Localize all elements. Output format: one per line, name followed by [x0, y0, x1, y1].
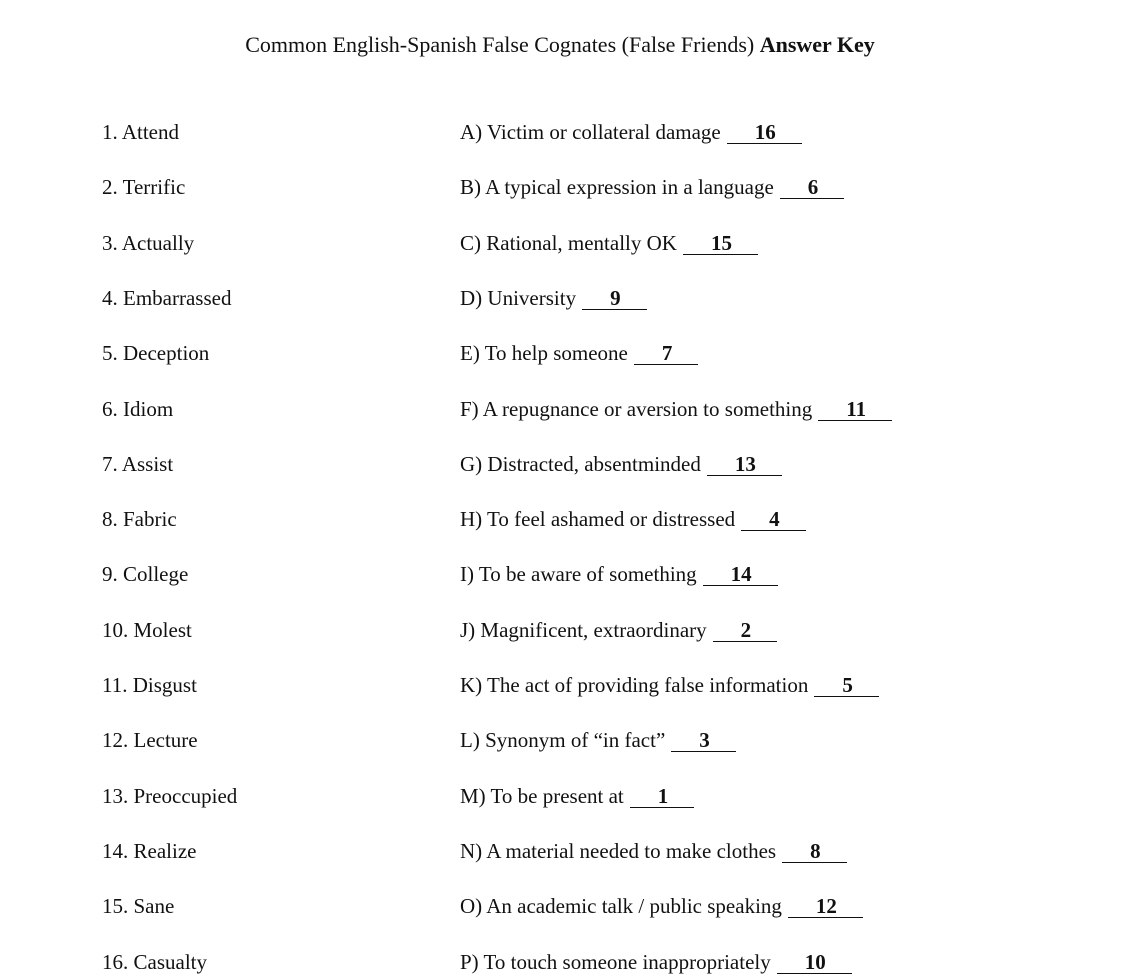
definition: [460, 673, 879, 698]
list-item: [0, 452, 1144, 482]
answer-blank: 13: [707, 453, 782, 476]
answer-blank: 6: [780, 176, 845, 199]
definition-text: J) Magnificent, extraordinary: [460, 617, 707, 642]
list-item: [0, 231, 1144, 261]
definition: [460, 231, 758, 256]
answer-blank: 16: [727, 121, 802, 144]
list-item: [0, 341, 1144, 371]
answer-blank: 11: [818, 398, 892, 421]
term: 6. Idiom: [102, 396, 174, 421]
definition-text: L) Synonym of “in fact”: [460, 728, 666, 753]
title-text: Common English-Spanish False Cognates (False Friends): [245, 32, 760, 57]
definition-text: A) Victim or collateral damage: [460, 120, 721, 144]
list-item: [0, 507, 1144, 537]
definition: [460, 784, 694, 809]
term: 9. College: [102, 562, 189, 587]
list-item: [0, 950, 1144, 980]
definition-text: M) To be present at: [460, 783, 624, 808]
list-item: [0, 175, 1144, 205]
list-item: [0, 618, 1144, 648]
definition-text: G) Distracted, absentminded: [460, 451, 701, 476]
term: 4. Embarrassed: [102, 285, 232, 310]
term: 5. Deception: [102, 341, 210, 366]
definition: [460, 120, 802, 145]
term: 2. Terrific: [102, 175, 186, 200]
answer-blank: 7: [634, 342, 699, 365]
definition-text: O) An academic talk / public speaking: [460, 894, 782, 919]
answer-blank: 10: [777, 951, 852, 974]
list-item: [0, 894, 1144, 924]
term: 1. Attend: [102, 120, 179, 144]
term: 11. Disgust: [102, 673, 197, 697]
definition-text: C) Rational, mentally OK: [460, 230, 677, 255]
definition: [460, 341, 698, 366]
answer-blank: 4: [741, 508, 806, 531]
list-item: [0, 562, 1144, 592]
answer-blank: 9: [582, 287, 647, 310]
answer-blank: 1: [630, 785, 695, 808]
list-item: [0, 728, 1144, 758]
definition-text: H) To feel ashamed or distressed: [460, 507, 736, 532]
term: 8. Fabric: [102, 507, 177, 532]
definition-text: B) A typical expression in a language: [460, 175, 774, 200]
list-item: [0, 397, 1144, 427]
list-item: [0, 120, 1144, 150]
term: 12. Lecture: [102, 728, 198, 753]
definition-text: E) To help someone: [460, 341, 628, 366]
list-item: [0, 839, 1144, 869]
definition: [460, 397, 892, 422]
term: 10. Molest: [102, 617, 192, 642]
term: 3. Actually: [102, 230, 195, 255]
answer-blank: 15: [683, 232, 758, 255]
answer-blank: 14: [703, 563, 778, 586]
definition: [460, 562, 778, 587]
page-title: [0, 32, 1120, 58]
term: 7. Assist: [102, 451, 174, 476]
definition: [460, 175, 844, 200]
definition: [460, 728, 736, 753]
definition: [460, 894, 863, 919]
definition: [460, 839, 847, 864]
definition: [460, 950, 852, 975]
answer-blank: 8: [782, 840, 847, 863]
answer-blank: 2: [713, 619, 778, 642]
list-item: [0, 673, 1144, 703]
definition: [460, 507, 806, 532]
list-item: [0, 784, 1144, 814]
definition-text: N) A material needed to make clothes: [460, 838, 777, 863]
definition: [460, 618, 777, 643]
answer-blank: 12: [788, 895, 863, 918]
definition: [460, 452, 782, 477]
term: 14. Realize: [102, 838, 197, 863]
definition-text: D) University: [460, 285, 577, 310]
definition: [460, 286, 647, 311]
answer-blank: 5: [814, 674, 879, 697]
term: 16. Casualty: [102, 949, 207, 974]
term: 13. Preoccupied: [102, 783, 238, 808]
definition-text: F) A repugnance or aversion to something: [460, 396, 813, 421]
list-item: [0, 286, 1144, 316]
definition-text: I) To be aware of something: [460, 562, 697, 587]
term: 15. Sane: [102, 894, 175, 919]
definition-text: K) The act of providing false information: [460, 673, 809, 697]
answer-blank: 3: [671, 729, 736, 752]
definition-text: P) To touch someone inappropriately: [460, 949, 771, 974]
title-bold: Answer Key: [759, 32, 875, 57]
